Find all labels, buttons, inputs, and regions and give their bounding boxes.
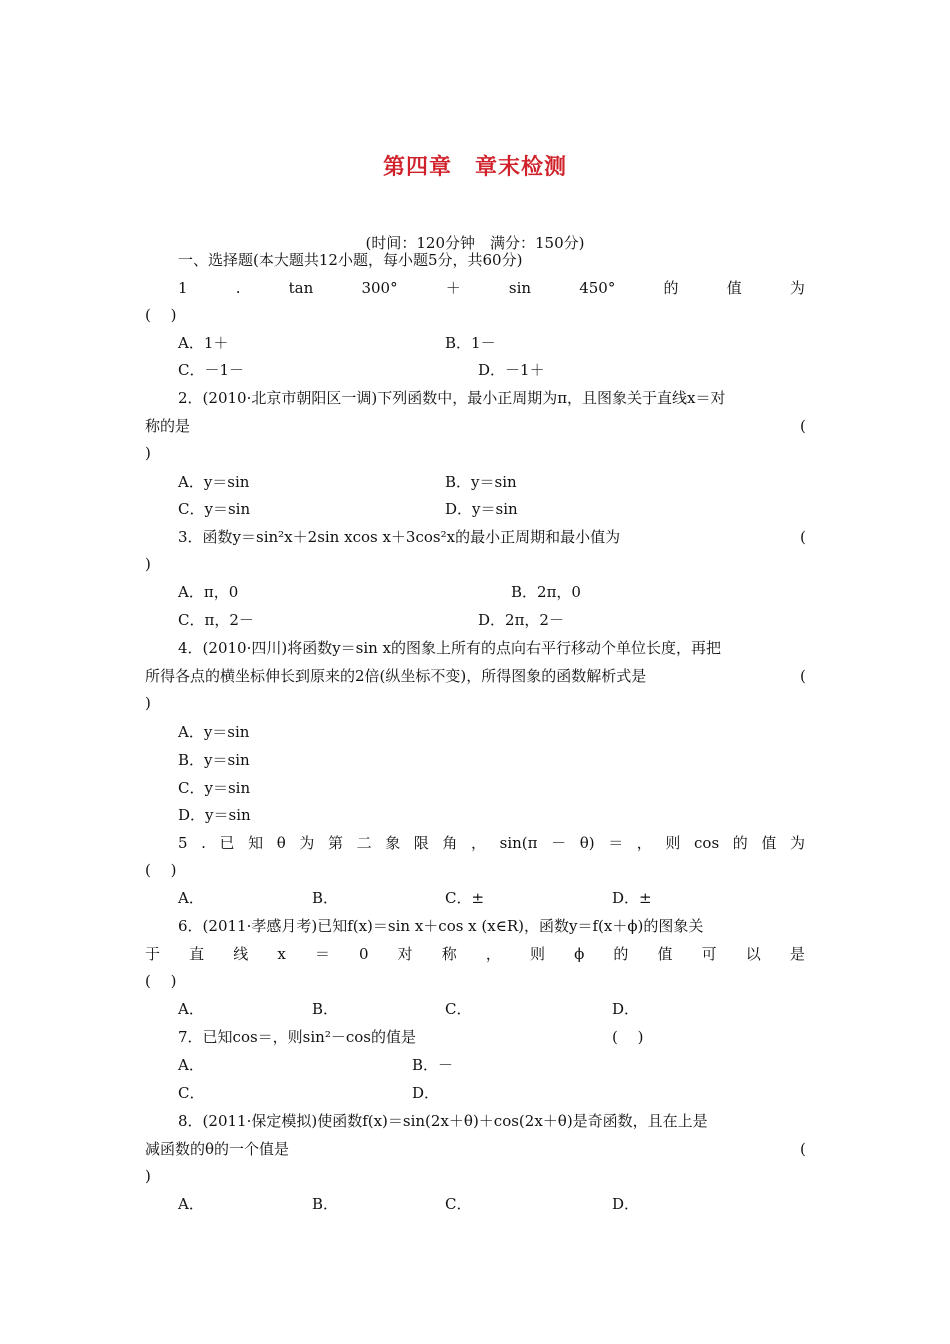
q4-option-d: D．y＝sin [178,806,251,824]
q7-option-d: D． [412,1084,440,1102]
q6-option-c: C． [445,1000,472,1018]
q6-token: 值 [657,945,673,963]
page-title: 第四章 章末检测 [382,154,567,180]
q5-token: . [201,834,206,852]
q5-token: θ [276,834,286,852]
q7-option-c: C． [178,1084,205,1102]
q5-stem [178,833,805,853]
q6-stem-line2 [145,944,805,964]
q1-token: 的 [663,279,679,297]
q1-token: sin [508,279,532,297]
q5-token: 则 [665,834,681,852]
q2-option-a: A．y＝sin [178,473,250,491]
q1-token: 为 [789,279,805,297]
q8-option-a: A． [178,1195,204,1213]
q6-token: 以 [745,945,761,963]
q5-token: 二 [356,834,372,852]
q8-option-c: C． [445,1195,472,1213]
q6-token: 于 [145,945,161,963]
q6-token: 线 [233,945,249,963]
q2-option-c: C．y＝sin [178,500,251,518]
q1-token: 值 [726,279,742,297]
q5-option-d: D．± [612,889,652,907]
q6-token: 是 [789,945,805,963]
q1-option-b: B．1－ [445,334,496,352]
q6-token: 可 [701,945,717,963]
q5-token: 5 [178,834,188,852]
q7-stem: 7．已知cos＝，则sin²－cos的值是 [178,1028,416,1046]
q4-paren-open: ( [800,667,806,685]
q4-paren-close: ) [145,694,151,712]
section-heading: 一、选择题(本大题共12小题，每小题5分，共60分) [178,251,523,269]
q6-answer-paren: ( ) [145,972,177,990]
q1-option-d: D．－1＋ [478,361,545,379]
q3-paren-open: ( [800,528,806,546]
q5-option-b: B． [312,889,339,907]
q1-token: 300° [361,279,398,297]
q1-answer-paren: ( ) [145,306,177,324]
q5-token: 的 [732,834,748,852]
q1-option-c: C．－1－ [178,361,245,379]
q6-token: 称 [441,945,457,963]
q5-token: cos [694,834,720,852]
q8-paren-close: ) [145,1167,151,1185]
q6-stem-line1: 6．(2011·孝感月考)已知f(x)＝sin x＋cos x (x∈R)，函数y＝f(x＋ϕ)的图象关 [178,917,704,935]
q8-option-b: B． [312,1195,339,1213]
q1-token: tan [288,279,314,297]
q6-token: 对 [397,945,413,963]
q5-token: 限 [413,834,429,852]
q5-token: 知 [248,834,264,852]
q3-stem: 3．函数y＝sin²x＋2sin xcos x＋3cos²x的最小正周期和最小值为 [178,528,621,546]
q5-option-a: A． [178,889,204,907]
q4-stem-line1: 4．(2010·四川)将函数y＝sin x的图象上所有的点向右平行移动个单位长度，再把 [178,639,722,657]
q2-option-b: B．y＝sin [445,473,517,491]
q6-token: ϕ [574,945,585,963]
q5-token: 第 [327,834,343,852]
q6-token: 直 [189,945,205,963]
q4-option-a: A．y＝sin [178,723,250,741]
q6-token: 的 [613,945,629,963]
q5-token: 已 [219,834,235,852]
q5-token: － [551,834,567,852]
q5-token: 值 [761,834,777,852]
q8-paren-open: ( [800,1140,806,1158]
q4-option-c: C．y＝sin [178,779,251,797]
q1-token: ＋ [445,279,461,297]
q8-stem-line2: 减函数的θ的一个值是 [145,1140,290,1158]
q5-token: 为 [299,834,315,852]
q3-option-d: D．2π，2－ [478,611,564,629]
q2-option-d: D．y＝sin [445,500,518,518]
q5-token: sin(π [499,834,538,852]
q4-stem-line2: 所得各点的横坐标伸长到原来的2倍(纵坐标不变)，所得图象的函数解析式是 [145,667,647,685]
q5-token: ， [471,834,487,852]
q3-option-b: B．2π，0 [511,583,581,601]
q7-option-b: B．－ [412,1056,454,1074]
q5-token: ＝ [608,834,624,852]
q8-option-d: D． [612,1195,640,1213]
q7-option-a: A． [178,1056,204,1074]
q2-stem-line2: 称的是 [145,417,191,435]
q1-stem [178,278,805,298]
q7-answer-paren: ( ) [612,1028,644,1046]
exam-meta: (时间：120分钟 满分：150分) [365,234,585,252]
q6-token: ＝ [314,945,330,963]
q6-token: x [277,945,286,963]
q5-token: θ) [579,834,595,852]
q1-token: 1 [178,279,188,297]
q1-option-a: A．1＋ [178,334,229,352]
q5-token: 象 [385,834,401,852]
q2-paren-close: ) [145,444,151,462]
q3-paren-close: ) [145,555,151,573]
q3-option-c: C．π，2－ [178,611,254,629]
q2-stem-line1: 2．(2010·北京市朝阳区一调)下列函数中，最小正周期为π，且图象关于直线x＝对 [178,389,726,407]
q6-token: ， [485,945,501,963]
q1-token: . [235,279,241,297]
q8-stem-line1: 8．(2011·保定模拟)使函数f(x)＝sin(2x＋θ)＋cos(2x＋θ)是奇函数，且在上是 [178,1112,708,1130]
q5-token: 角 [442,834,458,852]
q6-option-a: A． [178,1000,204,1018]
q4-option-b: B．y＝sin [178,751,250,769]
q2-paren-open: ( [800,417,806,435]
q3-option-a: A．π，0 [178,583,239,601]
q6-token: 则 [529,945,545,963]
q5-token: ， [636,834,652,852]
q1-token: 450° [579,279,616,297]
q6-option-b: B． [312,1000,339,1018]
q5-token: 为 [789,834,805,852]
q6-option-d: D． [612,1000,640,1018]
q6-token: 0 [359,945,369,963]
q5-answer-paren: ( ) [145,861,177,879]
q5-option-c: C．± [445,889,485,907]
